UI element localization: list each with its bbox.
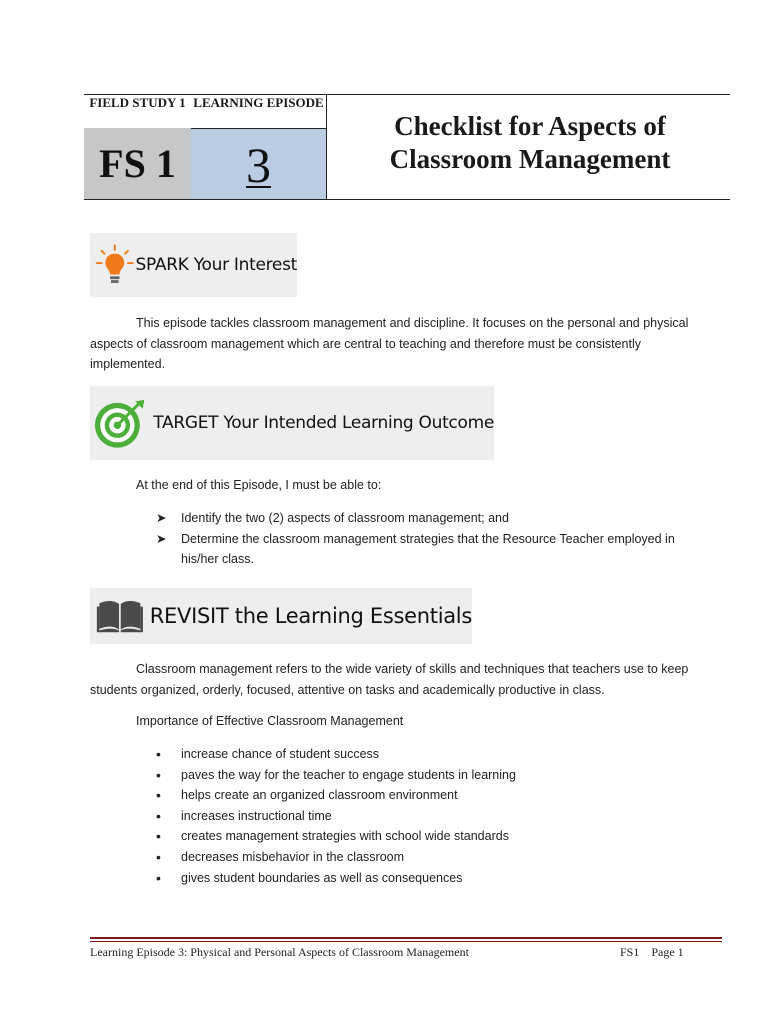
- field-study-label: FIELD STUDY 1: [89, 95, 186, 110]
- essentials-paragraph: Classroom management refers to the wide variety of skills and techniques that teachers use to keep students organized, orderly, focused, attentive on tasks and academically productive in class.: [90, 662, 689, 697]
- spark-label: SPARK Your Interest: [135, 255, 297, 275]
- title-line-2: Classroom Management: [389, 144, 671, 174]
- footer-rule-thick: [90, 937, 722, 939]
- list-item: • increase chance of student success: [156, 744, 696, 765]
- bullet-icon: •: [156, 848, 161, 865]
- bullet-icon: •: [156, 746, 161, 762]
- bullet-icon: •: [156, 766, 161, 783]
- bullet-icon: •: [156, 869, 161, 886]
- list-item: • helps create an organized classroom environment: [156, 785, 696, 806]
- arrow-bullet-icon: ➤: [156, 511, 167, 525]
- revisit-banner: [90, 588, 472, 644]
- list-item: • creates management strategies with school wide standards: [156, 826, 696, 847]
- header-bottom-rule: [84, 199, 730, 200]
- revisit-label: REVISIT the Learning Essentials: [149, 604, 472, 628]
- bullet-icon: •: [156, 807, 161, 824]
- episode-number: 3: [246, 136, 271, 193]
- footer-rule-thin: [90, 941, 722, 942]
- list-item: • decreases misbehavior in the classroom: [156, 847, 696, 868]
- course-code: FS 1: [84, 128, 191, 199]
- list-item: • increases instructional time: [156, 806, 696, 827]
- list-item: • gives student boundaries as well as consequences: [156, 868, 696, 889]
- outcome-list: [156, 508, 696, 570]
- target-label: TARGET Your Intended Learning Outcome: [153, 413, 494, 433]
- list-item: ➤ Determine the classroom management strategies that the Resource Teacher employed in his/her class.: [156, 529, 696, 570]
- target-banner: [90, 386, 494, 460]
- arrow-bullet-icon: ➤: [156, 531, 167, 546]
- book-icon: [96, 593, 144, 639]
- bullet-icon: •: [156, 828, 161, 845]
- outcome-intro: At the end of this Episode, I must be able to:: [136, 478, 382, 492]
- page-title: [340, 110, 720, 176]
- list-item: ➤ Identify the two (2) aspects of classroom management; and: [156, 508, 696, 529]
- episode-number-box: [191, 128, 326, 200]
- target-icon: [92, 388, 147, 458]
- learning-episode-label: LEARNING EPISODE: [193, 95, 324, 110]
- intro-paragraph: This episode tackles classroom management and discipline. It focuses on the personal and physical aspects of classroom management which are central to teaching and therefore must be consistently implemented.: [90, 316, 689, 371]
- header-divider: [326, 94, 327, 199]
- bullet-icon: •: [156, 787, 161, 804]
- spark-banner: [90, 233, 297, 297]
- importance-heading: Importance of Effective Classroom Management: [136, 714, 404, 728]
- list-item: • paves the way for the teacher to engage students in learning: [156, 765, 696, 786]
- lightbulb-icon: [94, 242, 136, 288]
- footer-episode-title: Learning Episode 3: Physical and Personal Aspects of Classroom Management: [90, 945, 469, 959]
- footer-page-number: FS1 Page 1: [620, 945, 684, 959]
- importance-list: [156, 744, 696, 888]
- title-line-1: Checklist for Aspects of: [394, 111, 666, 141]
